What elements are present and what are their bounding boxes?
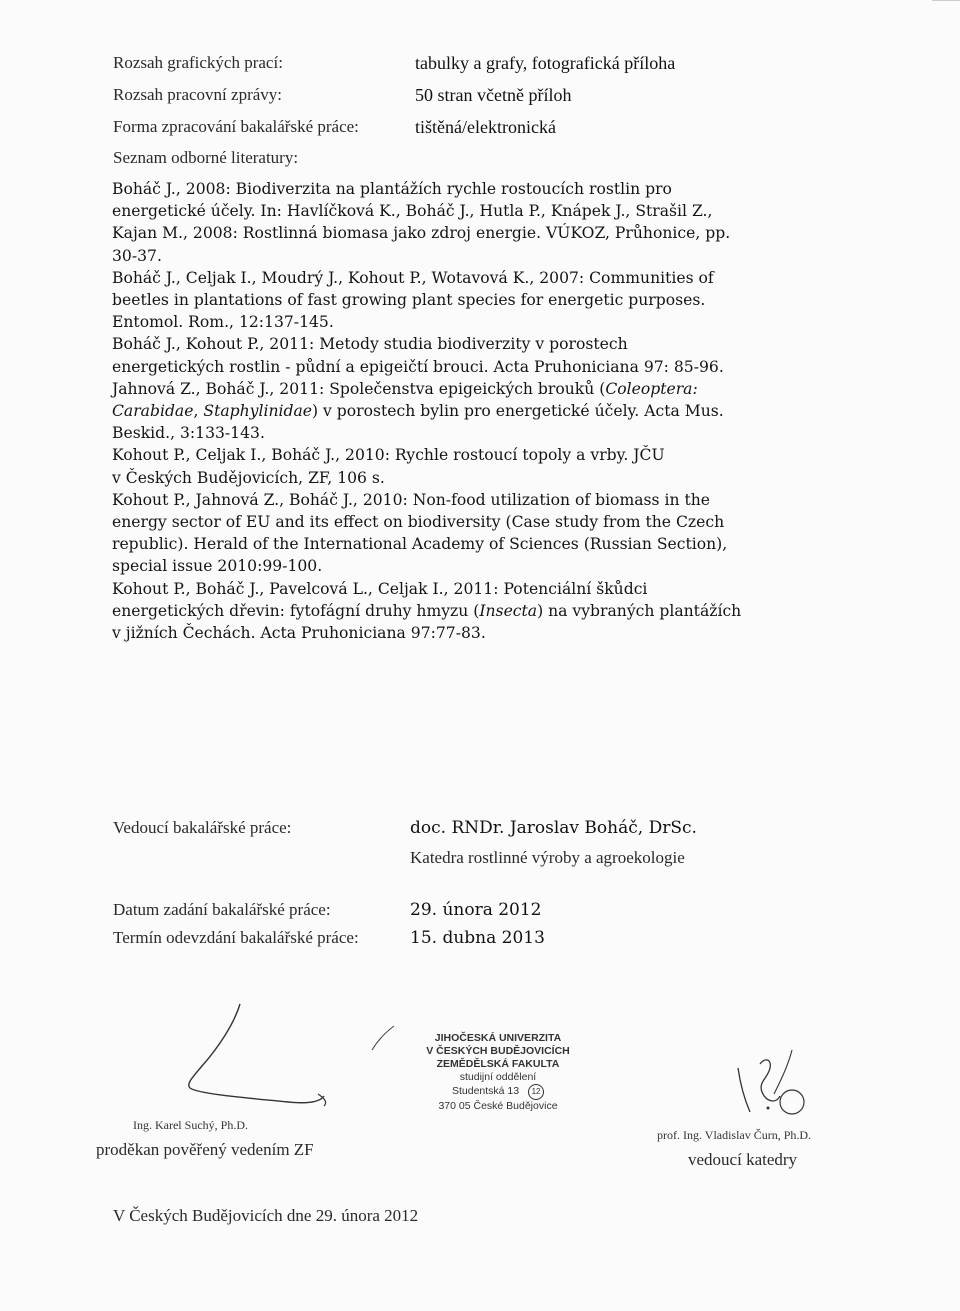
label-literature: Seznam odborné literatury:	[113, 148, 299, 167]
reference-list	[112, 178, 847, 644]
value-submission-deadline: 15. dubna 2013	[410, 928, 545, 948]
reference-item: Boháč J., 2008: Biodiverzita na plantážích rychle rostoucích rostlin pro energetické účely. In: Havlíčková K., Boháč J., Hutla P., Knápek J., Strašil Z., Kajan M., 2008: Rostlinná biomasa jako zdroj energie. VÚKOZ, Průhonice, pp. 30-37.	[112, 180, 731, 265]
label-graphics-scope: Rozsah grafických prací:	[113, 53, 283, 72]
scan-edge	[932, 0, 960, 1]
value-thesis-form: tištěná/elektronická	[415, 117, 556, 137]
supervisor-department: Katedra rostlinné výroby a agroekologie	[410, 848, 685, 867]
label-assignment-date: Datum zadání bakalářské práce:	[113, 900, 331, 919]
label-submission-deadline: Termín odevzdání bakalářské práce:	[113, 928, 359, 947]
left-signature	[168, 998, 348, 1118]
stamp-number-badge: 12	[528, 1084, 544, 1100]
place-date-footer: V Českých Budějovicích dne 29. února 2012	[113, 1206, 419, 1225]
label-thesis-form: Forma zpracování bakalářské práce:	[113, 117, 359, 136]
value-report-scope: 50 stran včetně příloh	[415, 85, 572, 105]
value-graphics-scope: tabulky a grafy, fotografická příloha	[415, 53, 676, 73]
reference-item: Kohout P., Celjak I., Boháč J., 2010: Rychle rostoucí topoly a vrby. JČU v Českých Budějovicích, ZF, 106 s.	[112, 446, 665, 487]
reference-item: Boháč J., Kohout P., 2011: Metody studia biodiverzity v porostech energetických rostlin - půdní a epigeičtí brouci. Acta Pruhoniciana 97: 85-96.	[112, 335, 724, 376]
reference-item: Jahnová Z., Boháč J., 2011: Společenstva epigeických brouků (Coleoptera: Carabidae, Staphylinidae) v porostech bylin pro energetické účely. Acta Mus. Beskid., 3:133-143.	[112, 379, 724, 443]
reference-item: Boháč J., Celjak I., Moudrý J., Kohout P., Wotavová K., 2007: Communities of beetles in plantations of fast growing plant species for energetic purposes. Entomol. Rom., 12:137-145.	[112, 268, 714, 332]
value-assignment-date: 29. února 2012	[410, 900, 542, 920]
reference-item: Kohout P., Jahnová Z., Boháč J., 2010: Non-food utilization of biomass in the energy sector of EU and its effect on biodiversity (Case study from the Czech republic). Herald of the International Academy of Sciences (Russian Section), special issue 2010:99-100.	[112, 490, 728, 576]
label-supervisor: Vedoucí bakalářské práce:	[113, 818, 292, 837]
supervisor-name: doc. RNDr. Jaroslav Boháč, DrSc.	[410, 818, 697, 838]
right-signatory-role: vedoucí katedry	[688, 1150, 798, 1169]
left-signatory-role: proděkan pověřený vedením ZF	[96, 1140, 314, 1159]
reference-item: Kohout P., Boháč J., Pavelcová L., Celjak I., 2011: Potenciální škůdci energetických dřevin: fytofágní druhy hmyzu (Insecta) na vybraných plantážích v jižních Čechách. Acta Pruhoniciana 97:77-83.	[112, 579, 742, 643]
label-report-scope: Rozsah pracovní zprávy:	[113, 85, 282, 104]
stamp-tick	[366, 1024, 396, 1054]
left-signatory-name: Ing. Karel Suchý, Ph.D.	[133, 1118, 248, 1132]
right-signature	[730, 1046, 830, 1126]
university-stamp: JIHOČESKÁ UNIVERZITA V ČESKÝCH BUDĚJOVICÍCH ZEMĚDĚLSKÁ FAKULTA studijní oddělení Studentská 13 12 370 05 České Budějovice	[426, 1032, 570, 1112]
right-signatory-name: prof. Ing. Vladislav Čurn, Ph.D.	[657, 1128, 812, 1142]
